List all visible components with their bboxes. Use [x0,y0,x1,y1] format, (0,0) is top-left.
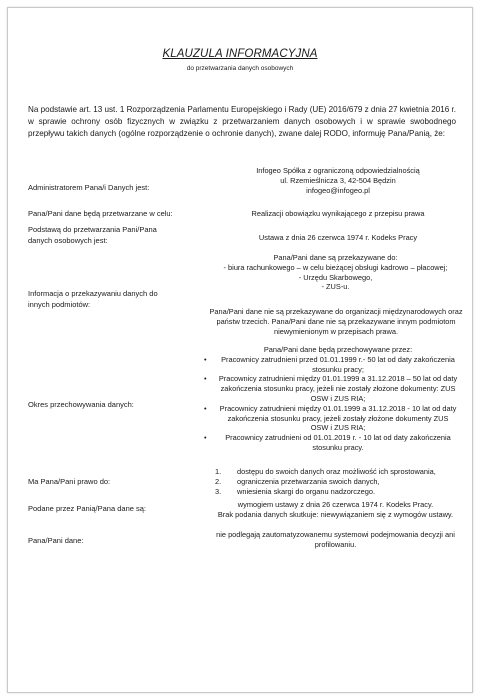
rights-value [215,467,465,496]
retention-item: • Pracownicy zatrudnieni między 01.01.1999 a 31.12.2018 - 10 lat od daty zakończenia stosunku pracy, jeżeli zostały złożone dokumenty ZUS OSW i ZUS RIA; [204,403,457,433]
bullet-icon: • [204,433,207,443]
admin-value [218,166,458,195]
bullet-icon: • [204,354,207,364]
document-title: KLAUZULA INFORMACYJNA [162,48,318,60]
retention-value [204,345,458,453]
provided-consequence: Brak podania danych skutkuje: niewywiązaniem się z wymogów ustawy. [217,509,454,519]
transfer-label: Informacja o przekazywaniu danych do innych podmiotów: [28,289,158,309]
admin-company: Infogeo Spółka z ograniczoną odpowiedzialnością [256,166,420,175]
retention-label: Okres przechowywania danych: [28,400,134,409]
bullet-icon: • [204,403,207,413]
basis-value: Ustawa z dnia 26 czerwca 1974 r. Kodeks Pracy [258,233,418,242]
transfer-recipients [198,253,473,292]
bullet-icon: • [204,374,207,384]
data-label: Pana/Pani dane: [28,536,84,545]
purpose-value: Realizacji obowiązku wynikającego z przepisu prawa [251,209,425,218]
retention-list [204,354,458,453]
retention-item: • Pracownicy zatrudnieni od 01.01.2019 r. - 10 lat od daty zakończenia stosunku pracy. [204,433,451,452]
admin-address: ul. Rzemieślnicza 3, 42-504 Będzin [280,175,396,185]
transfer-recipient-zus: - ZUS-u. [321,282,350,292]
transfer-recipient-accounting: - biura rachunkowego – w celu bieżącej obsługi kadrowo – płacowej; [223,262,448,272]
intro-paragraph: Na podstawie art. 13 ust. 1 Rozporządzenia Parlamentu Europejskiego i Rady (UE) 2016/679 z dnia 27 kwietnia 2016 r. w sprawie ochrony osób fizycznych w związku z przetwarzaniem danych osobowych i w sprawie swobodnego przepływu takich danych (ogólne rozporządzenie o ochronie danych), zwane dalej RODO, informuję Pana/Panią, że: [28,105,456,139]
basis-label: Podstawą do przetwarzania Pani/Pana danych osobowych jest: [28,225,157,245]
retention-item: • Pracownicy zatrudnieni przed 01.01.1999 r.- 50 lat od daty zakończenia stosunku pracy; [204,354,455,374]
rights-item: 1. dostępu do swoich danych oraz możliwość ich sprostowania, [215,467,436,476]
admin-email: infogeo@infogeo.pl [306,185,370,195]
rights-item: 3. wniesienia skargi do organu nadzorczego. [215,486,376,496]
retention-intro: Pana/Pani dane będą przechowywane przez: [263,345,413,354]
provided-requirement: wymogiem ustawy z dnia 26 czerwca 1974 r. Kodeks Pracy. [237,500,434,509]
rights-item: 2. ograniczenia przetwarzania swoich danych, [215,476,380,486]
admin-label: Administratorem Pana/i Danych jest: [28,183,150,192]
transfer-recipient-tax-office: - Urzędu Skarbowego, [298,272,373,282]
provided-value [198,500,473,520]
rights-list [215,467,465,496]
data-value: nie podlegają zautomatyzowanemu systemowi podejmowania decyzji ani profilowaniu. [216,530,455,549]
purpose-label: Pana/Pani dane będą przetwarzane w celu: [28,209,173,218]
document-page [7,7,473,693]
transfer-note: Pana/Pani dane nie są przekazywane do organizacji międzynarodowych oraz państw trzecich. Pana/Pani dane nie są przekazywane innym podmiotom niewymienionym w przepisach prawa. [209,307,463,336]
retention-item: • Pracownicy zatrudnieni między 01.01.1999 a 31.12.2018 – 50 lat od daty zakończenia stosunku pracy, jeżeli nie zostały złożone dokumenty: ZUS OSW i ZUS RIA; [204,374,458,403]
transfer-intro: Pana/Pani dane są przekazywane do: [273,253,398,262]
rights-label: Ma Pana/Pani prawo do: [28,477,111,486]
provided-label: Podane przez Panią/Pana dane są: [28,504,147,513]
document-subtitle: do przetwarzania danych osobowych [186,65,294,72]
